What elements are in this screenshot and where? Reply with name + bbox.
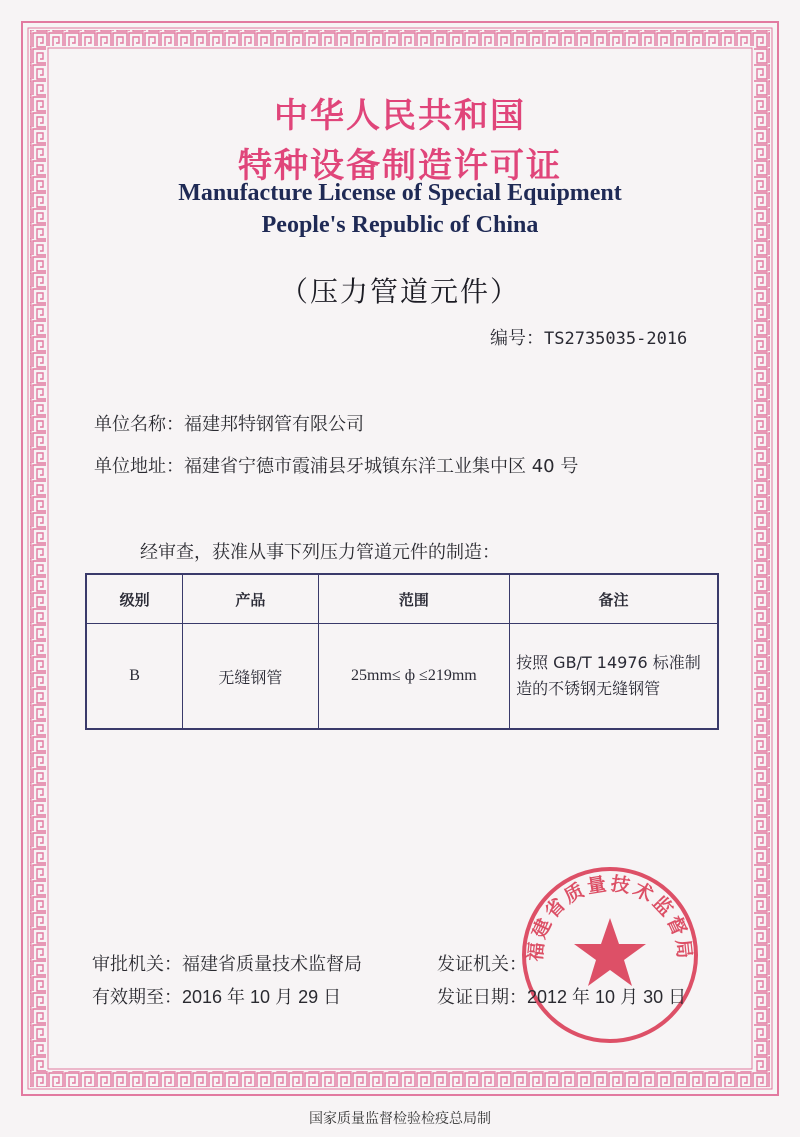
valid-until-row: [92, 983, 341, 1009]
title-cn-line1: 中华人民共和国: [274, 96, 526, 136]
category-label: （压力管道元件）: [279, 275, 520, 308]
license-number-value: TS2735035-2016: [544, 329, 688, 349]
title-en-line2: People's Republic of China: [261, 212, 539, 238]
header-level: 级别: [86, 574, 183, 624]
issuer-label: 发证机关：: [437, 954, 527, 975]
seal-star-icon: [574, 918, 646, 986]
license-number: [490, 324, 687, 350]
title-en-line1: Manufacture License of Special Equipment: [178, 180, 622, 206]
unit-address-label: 单位地址：: [94, 456, 184, 477]
footer-issuer-text: 国家质量监督检验检疫总局制: [309, 1111, 491, 1127]
seal-text: 福建省质量技术监督局: [524, 872, 696, 963]
issue-date-label: 发证日期：: [437, 987, 527, 1008]
unit-name-row: [94, 410, 364, 436]
scope-table: [85, 573, 719, 730]
cell-level: B: [86, 624, 183, 730]
cell-range: 25mm≤ ф ≤219mm: [318, 624, 509, 730]
header-range: 范围: [318, 574, 509, 624]
official-seal: [515, 860, 705, 1050]
approver-value: 福建省质量技术监督局: [182, 954, 362, 975]
cell-remarks: 按照 GB/T 14976 标准制造的不锈钢无缝钢管: [510, 624, 718, 730]
valid-until-value: 2016 年 10 月 29 日: [182, 987, 342, 1007]
unit-name-value: 福建邦特钢管有限公司: [184, 414, 364, 435]
approver-row: [92, 950, 362, 976]
unit-name-label: 单位名称：: [94, 414, 184, 435]
unit-address-value: 福建省宁德市霞浦县牙城镇东洋工业集中区 40 号: [184, 456, 579, 477]
table-header-row: [86, 574, 718, 624]
unit-address-row: [94, 452, 578, 478]
cell-product: 无缝钢管: [183, 624, 319, 730]
approver-label: 审批机关：: [92, 954, 182, 975]
issue-date-value: 2012 年 10 月 30 日: [527, 987, 687, 1007]
valid-until-label: 有效期至：: [92, 987, 182, 1008]
table-row: [86, 624, 718, 730]
intro-text: 经审查，获准从事下列压力管道元件的制造：: [140, 542, 500, 563]
title-cn-line2: 特种设备制造许可证: [238, 146, 562, 186]
issuer-row: [437, 950, 527, 976]
issue-date-row: [437, 983, 686, 1009]
header-product: 产品: [183, 574, 319, 624]
license-number-label: 编号：: [490, 328, 544, 349]
header-remarks: 备注: [510, 574, 718, 624]
